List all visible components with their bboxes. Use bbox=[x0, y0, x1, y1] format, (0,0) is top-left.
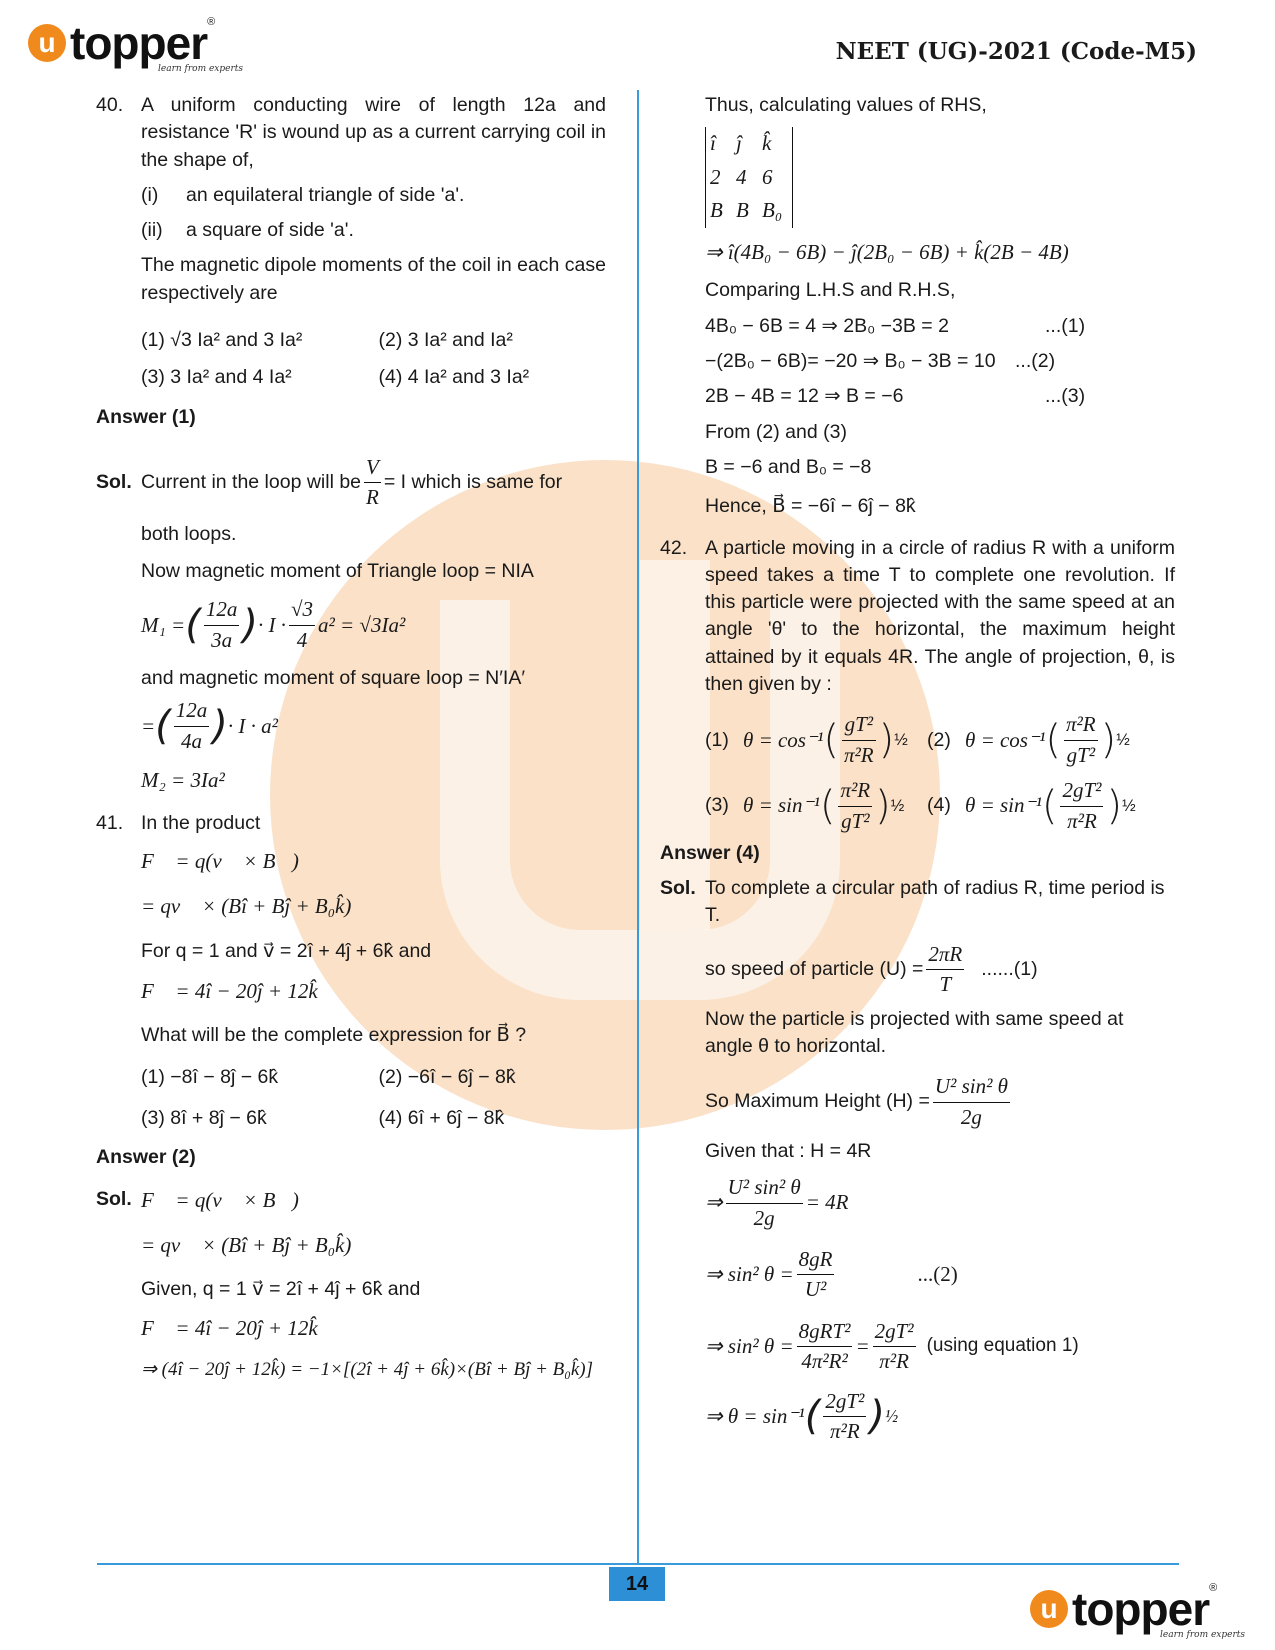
q40-number: 40. bbox=[96, 94, 124, 116]
equation-1-tag: ...(1) bbox=[1045, 314, 1086, 337]
rhs-expansion: ⇒ î(4B₀ − 6B) − ĵ(2B₀ − 6B) + k̂(2B − 4B) bbox=[705, 240, 1069, 265]
q42-option-3-text: θ = sin⁻¹ bbox=[743, 793, 820, 818]
q40-i-label: (i) bbox=[141, 183, 159, 206]
q41-answer: Answer (2) bbox=[96, 1146, 196, 1169]
det-cell: B bbox=[736, 198, 749, 223]
q42-option-3-fraction: $\frac{\text{π²R}}{\text{gT²}}$ bbox=[840, 778, 871, 833]
q41-sol-line1: F⃗ = q(v⃗ × B⃗) bbox=[141, 1187, 299, 1212]
q40-answer: Answer (1) bbox=[96, 405, 196, 428]
q42-sol-given: Given that : H = 4R bbox=[705, 1139, 872, 1162]
q41-option-3: (3) 8î + 8ĵ − 6k̂ bbox=[141, 1106, 267, 1129]
m1-label: M₁ = bbox=[141, 612, 186, 637]
logo-tagline: learn from experts bbox=[158, 64, 244, 74]
det-cell: 4 bbox=[736, 164, 747, 189]
equation-3-tag: ...(3) bbox=[1045, 385, 1086, 408]
det-cell: B bbox=[710, 198, 723, 223]
q40-option-1: (1) √3 Ia² and 3 Ia² bbox=[141, 329, 303, 352]
equation-2-tag: ...(2) bbox=[1015, 350, 1056, 373]
equation-2: −(2B₀ − 6B)= −20 ⇒ B₀ − 3B = 10 bbox=[705, 350, 996, 373]
q42-sol-line1: To complete a circular path of radius R, time period is T. bbox=[705, 877, 1165, 927]
column-divider bbox=[637, 90, 639, 1565]
determinant bbox=[705, 127, 793, 228]
b-values: B = −6 and B₀ = −8 bbox=[705, 455, 872, 478]
logo-badge-icon: u bbox=[28, 24, 66, 62]
q41-sol-line5: ⇒ (4î − 20ĵ + 12k̂) = −1×[(2î + 4ĵ + 6k̂)×(Bî + Bĵ + B₀k̂)] bbox=[141, 1359, 594, 1381]
implies-4: ⇒ θ = sin⁻¹ bbox=[705, 1403, 805, 1428]
fraction-8gR-U2: $\frac{8gR}{\text{U²}}$ bbox=[798, 1247, 833, 1302]
half-exponent: ½ bbox=[1122, 796, 1136, 815]
det-cell: î bbox=[710, 131, 716, 156]
fraction-8gRT2: $\frac{\text{8gRT²}}{\text{4π²R²}}$ bbox=[798, 1318, 851, 1374]
q42-option-4-text: θ = sin⁻¹ bbox=[965, 793, 1042, 818]
q40-ii-text: a square of side 'a'. bbox=[186, 219, 354, 242]
q41-line3: For q = 1 and v⃗ = 2î + 4ĵ + 6k̂ and bbox=[141, 939, 432, 962]
q42-number: 42. bbox=[660, 536, 688, 559]
hence-b: Hence, B⃗ = −6î − 6ĵ − 8k̂ bbox=[705, 495, 916, 518]
fraction-height: $\frac{\text{U² sin² θ}}{2g}$ bbox=[934, 1074, 1008, 1129]
equals-sign: = bbox=[855, 1333, 870, 1358]
q42-sol-maxheight: So Maximum Height (H) = bbox=[705, 1090, 930, 1113]
q40-text: A uniform conducting wire of length 12a and resistance 'R' is wound up as a current carrying coil in the shape of, bbox=[141, 94, 606, 171]
q42-answer: Answer (4) bbox=[660, 841, 760, 864]
fraction-height-2: $\frac{\text{U² sin² θ}}{2g}$ bbox=[727, 1175, 801, 1230]
half-exponent: ½ bbox=[890, 796, 905, 815]
q41 bbox=[96, 810, 616, 837]
header-logo bbox=[28, 16, 243, 74]
m2-result: M₂ = 3Ia² bbox=[141, 768, 225, 793]
q40-option-3: (3) 3 Ia² and 4 Ia² bbox=[141, 366, 292, 389]
implies-3: ⇒ sin² θ = bbox=[705, 1333, 794, 1358]
footer-line bbox=[97, 1563, 1179, 1565]
q41-sol-line4: F⃗ = 4î − 20ĵ + 12k̂ bbox=[141, 1315, 318, 1340]
m2-eq: = bbox=[141, 713, 156, 738]
q40-ii-label: (ii) bbox=[141, 219, 163, 242]
q41-line4: F⃗ = 4î − 20ĵ + 12k̂ bbox=[141, 978, 318, 1003]
equation-1: 4B₀ − 6B = 4 ⇒ 2B₀ −3B = 2 bbox=[705, 314, 949, 337]
m1-mid: · I · bbox=[257, 612, 286, 637]
m2-end: · I · a² bbox=[227, 713, 278, 738]
q40-i-text: an equilateral triangle of side 'a'. bbox=[186, 183, 465, 206]
q41-sol-label: Sol. bbox=[96, 1187, 132, 1210]
q41-number: 41. bbox=[96, 811, 124, 834]
q41-sol-line3: Given, q = 1 v⃗ = 2î + 4ĵ + 6k̂ and bbox=[141, 1278, 421, 1301]
footer-logo-tagline: learn from experts bbox=[1160, 1630, 1246, 1640]
q42-text: A particle moving in a circle of radius R with a uniform speed takes a time T to complete one revolution. If this particle were projected with the same speed at an angle 'θ' to the horizontal, the maximum height attained by it equals 4R. The angle of projection, θ, is then given by : bbox=[705, 536, 1175, 696]
q41-sol-line2: = qv⃗ × (Bî + Bĵ + B₀k̂) bbox=[141, 1232, 352, 1257]
fraction-12a-4a: $\frac{12a}{4a}$ bbox=[175, 698, 208, 753]
equals-4r: = 4R bbox=[805, 1190, 849, 1215]
q40-sol-line2: both loops. bbox=[141, 522, 237, 545]
footer-logo-word: topper bbox=[1072, 1583, 1210, 1635]
q42-option-2-label: (2) bbox=[927, 728, 951, 751]
footer-registered-icon: ® bbox=[1209, 1582, 1218, 1594]
equation-2-ref: ...(2) bbox=[917, 1262, 958, 1287]
det-cell: B₀ bbox=[762, 198, 783, 223]
half-exponent: ½ bbox=[884, 1406, 899, 1427]
using-eq-1: (using equation 1) bbox=[926, 1335, 1079, 1357]
q41-line1: F⃗ = q(v⃗ × B⃗) bbox=[141, 848, 299, 873]
logo-word: topper bbox=[70, 17, 208, 69]
q42-option-4-label: (4) bbox=[927, 794, 951, 817]
q41-line2: = qv⃗ × (Bî + Bĵ + B₀k̂) bbox=[141, 894, 352, 919]
m1-end: a² = √3Ia² bbox=[317, 612, 406, 637]
rhs-intro: Thus, calculating values of RHS, bbox=[705, 94, 987, 116]
fraction-2gT2: $\frac{\text{2gT²}}{\text{π²R}}$ bbox=[874, 1318, 914, 1374]
page-number: 14 bbox=[609, 1567, 665, 1601]
q41-option-4: (4) 6î + 6ĵ − 8k̂ bbox=[378, 1106, 505, 1129]
det-cell: k̂ bbox=[762, 131, 772, 156]
q40-sol-line1a: Current in the loop will be bbox=[141, 471, 362, 494]
det-cell: 6 bbox=[762, 164, 773, 189]
q40-stem2: The magnetic dipole moments of the coil in each case respectively are bbox=[141, 254, 607, 304]
q42-sol-label: Sol. bbox=[660, 877, 696, 900]
q40-option-4: (4) 4 Ia² and 3 Ia² bbox=[378, 366, 530, 389]
q42-option-2-text: θ = cos⁻¹ bbox=[965, 727, 1046, 752]
fraction-v-over-r: $\frac{V}{R}$ bbox=[366, 454, 379, 510]
q40 bbox=[96, 92, 616, 174]
implies-1: ⇒ bbox=[705, 1190, 723, 1215]
det-cell: 2 bbox=[710, 164, 721, 189]
q40-sol-label: Sol. bbox=[96, 471, 132, 494]
half-exponent: ½ bbox=[894, 730, 908, 749]
q40-option-2: (2) 3 Ia² and Ia² bbox=[378, 329, 513, 352]
from-text: From (2) and (3) bbox=[705, 420, 847, 443]
q42-option-1-fraction: $\frac{\text{gT²}}{\text{π²R}}$ bbox=[843, 712, 874, 767]
q41-text: In the product bbox=[141, 811, 261, 834]
q40-sol-line3: Now magnetic moment of Triangle loop = NIA bbox=[141, 560, 534, 583]
footer-logo bbox=[1030, 1582, 1245, 1640]
comparing-text: Comparing L.H.S and R.H.S, bbox=[705, 279, 956, 302]
page-title: NEET (UG)-2021 (Code-M5) bbox=[835, 38, 1197, 65]
q42-option-1-label: (1) bbox=[705, 728, 729, 751]
q42-sol-speed-tag: ......(1) bbox=[981, 958, 1038, 981]
right-column: Thus, calculating values of RHS, î ĵ k̂ 2 4 6 B B B₀ ⇒ î(4B₀ − 6B) − ĵ(2B₀ − 6B) + k̂(2B − 4B) Comparing L.H.S and R.H.S, 4B₀ − 6B = 4 ⇒ 2B₀ −3B = 2 ...(1) −(2B₀ − 6B)= −20 ⇒ B₀ − 3B = 10 ...(2) 2B − 4B = 12 ⇒ B = −6 ...(3) From (2) and (3) B = −6 and B₀ = −8 Hence, B⃗ = −6î − 6ĵ − 8k̂ 42. A particle moving in a circle of radius R with a uniform speed takes a time T to complete one revolution. If this particle were projected with the same speed at an angle 'θ' to the horizontal, the maximum height attained by it equals 4R. The angle of projection, θ, is then given by : (1) θ = cos⁻¹ ( $\frac{\text{gT²}}{\text{π²R}}$ ) ½ (2) θ = cos⁻¹ ( $\frac{\text{π²R}}{\text{gT²}}$ ) ½ (3) θ = sin⁻¹ ( $\frac{\text{π²R}}{\text{gT²}}$ ) ½ (4) θ = sin⁻¹ ( $\frac{\text{2gT²}}{\text{π²R}}$ ) ½ Answer (4) Sol. To complete a circular path of radius R, time period is T. so speed of particle (U) = $\frac{2\pi R}{T}$ ......(1) Now the particle is projected with same speed at angle θ to horizontal. So Maximum Height (H) = $\frac{\text{U² sin² θ}}{2g}$ Given that : H = 4R ⇒ $\frac{\text{U² sin² θ}}{2g}$ = 4R ⇒ sin² θ = $\frac{8gR}{\text{U²}}$ ...(2) ⇒ sin² θ = $\frac{\text{8gRT²}}{\text{4π²R²}}$ = $\frac{\text{2gT²}}{\text{π²R}}$ (using equation 1) ⇒ θ = sin⁻¹ ( $\frac{\text{2gT²}}{\text{π²R}}$ ) ½ bbox=[660, 92, 1180, 1446]
q42-option-1-text: θ = cos⁻¹ bbox=[743, 727, 824, 752]
fraction-final: $\frac{\text{2gT²}}{\text{π²R}}$ bbox=[825, 1388, 865, 1443]
equation-3: 2B − 4B = 12 ⇒ B = −6 bbox=[705, 385, 904, 408]
footer-logo-badge-icon: u bbox=[1030, 1590, 1068, 1628]
registered-icon: ® bbox=[207, 16, 216, 28]
implies-2: ⇒ sin² θ = bbox=[705, 1262, 794, 1287]
q42-sol-line3: Now the particle is projected with same speed at angle θ to horizontal. bbox=[705, 1007, 1124, 1057]
q42 bbox=[660, 535, 1180, 699]
fraction-2piR-T: $\frac{2\pi R}{T}$ bbox=[928, 941, 963, 997]
q41-option-1: (1) −8î − 8ĵ − 6k̂ bbox=[141, 1065, 279, 1088]
q41-line5: What will be the complete expression for B⃗ ? bbox=[141, 1024, 527, 1047]
q42-option-3-label: (3) bbox=[705, 794, 729, 817]
fraction-root3-4: $\frac{√3}{4}$ bbox=[290, 597, 313, 652]
half-exponent: ½ bbox=[1116, 730, 1130, 749]
q42-option-4-fraction: $\frac{\text{2gT²}}{\text{π²R}}$ bbox=[1062, 778, 1102, 833]
det-cell: ĵ bbox=[736, 131, 742, 156]
q42-sol-speed: so speed of particle (U) = bbox=[705, 958, 924, 981]
q42-option-2-fraction: $\frac{\text{π²R}}{\text{gT²}}$ bbox=[1065, 712, 1096, 767]
q41-option-2: (2) −6î − 6ĵ − 8k̂ bbox=[378, 1065, 516, 1088]
left-column: 40. A uniform conducting wire of length 12a and resistance 'R' is wound up as a current carrying coil in the shape of, (i) an equilateral triangle of side 'a'. (ii) a square of side 'a'. The magnetic dipole moments of the coil in each case respectively are (1) √3 Ia² and 3 Ia² (2) 3 Ia² and Ia² (3) 3 Ia² and 4 Ia² (4) 4 Ia² and 3 Ia² Answer (1) Sol. Current in the loop will be $\frac{V}{R}$ = I which is same for both loops. Now magnetic moment of Triangle loop = NIA M₁ = ( $\frac{12a}{3a}$ ) · I · $\frac{√3}{4}$ a² = √3Ia² and magnetic moment of square loop = N′IA′ = ( $\frac{12a}{4a}$ ) · I · a² M₂ = 3Ia² 41. In the product F⃗ = q(v⃗ × B⃗) = qv⃗ × (Bî + Bĵ + B₀k̂) For q = 1 and v⃗ = 2î + 4ĵ + 6k̂ and F⃗ = 4î − 20ĵ + 12k̂ What will be the complete expression for B⃗ ? (1) −8î − 8ĵ − 6k̂ (2) −6î − 6ĵ − 8k̂ (3) 8î + 8ĵ − 6k̂ (4) 6î + 6ĵ − 8k̂ Answer (2) Sol. F⃗ = q(v⃗ × B⃗) = qv⃗ × (Bî + Bĵ + B₀k̂) Given, q = 1 v⃗ = 2î + 4ĵ + 6k̂ and F⃗ = 4î − 20ĵ + 12k̂ ⇒ (4î − 20ĵ + 12k̂) = −1×[(2î + 4ĵ + 6k̂)×(Bî + Bĵ + B₀k̂)] bbox=[96, 92, 616, 1384]
fraction-12a-3a: $\frac{12a}{3a}$ bbox=[205, 597, 238, 652]
q40-sol-line1b: = I which is same for bbox=[383, 471, 563, 494]
q40-sol-line4: and magnetic moment of square loop = N′IA′ bbox=[141, 667, 525, 690]
